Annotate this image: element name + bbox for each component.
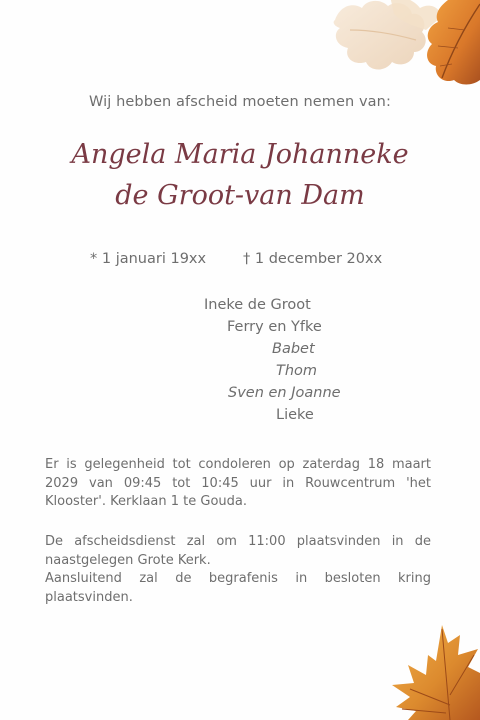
autumn-leaves-top-decoration [330,0,480,90]
intro-text: Wij hebben afscheid moeten nemen van: [89,94,391,110]
birth-date: * 1 januari 19xx [90,251,207,267]
death-date: † 1 december 20xx [243,251,383,267]
deceased-name [0,134,480,216]
relative-name: Thom [276,363,318,379]
life-dates [0,251,480,271]
condolence-text: Er is gelegenheid tot condoleren op zaterdag 18 maart 2029 van 09:45 tot 10:45 uur in Rouwcentrum 'het Klooster'. Kerklaan 1 te Gouda. [45,457,431,509]
service-info [45,533,431,607]
deceased-name-line-2: de Groot-van Dam [115,180,365,211]
burial-text: Aansluitend zal de begrafenis in besloten kring plaatsvinden. [45,571,431,605]
relative-name: Lieke [276,407,314,423]
relative-name: Ferry en Yfke [227,319,322,335]
relative-name: Sven en Joanne [228,385,341,401]
relative-name: Babet [272,341,315,357]
deceased-name-line-1: Angela Maria Johanneke [71,139,409,170]
relative-name: Ineke de Groot [204,297,311,313]
maple-leaf-bottom-decoration [390,625,480,720]
service-text: De afscheidsdienst zal om 11:00 plaatsvinden in de naastgelegen Grote Kerk. [45,534,431,568]
condolence-info [45,456,431,512]
